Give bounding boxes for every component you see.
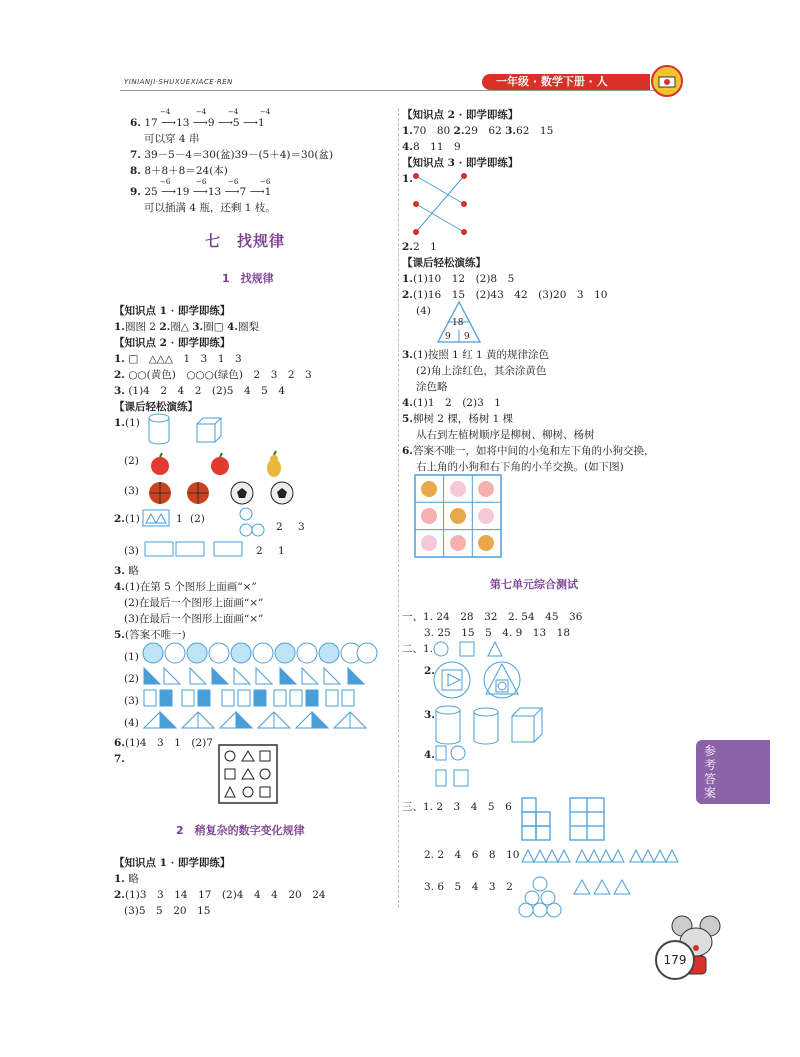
question-number: 3. — [505, 125, 517, 137]
answer-value: 1 — [278, 545, 285, 557]
k2-answer-1 — [114, 352, 242, 366]
header-rule — [120, 90, 676, 91]
page-number: 179 — [655, 940, 695, 980]
part-label: (2) — [190, 513, 205, 525]
r-practice-5 — [402, 412, 513, 426]
brand-logo-icon — [650, 64, 684, 98]
r-practice-2 — [402, 288, 607, 302]
r-practice-4 — [402, 396, 501, 410]
question-number: 2. — [159, 321, 171, 333]
part-label: (2) — [124, 673, 139, 685]
answer-text: 略 — [128, 873, 139, 885]
answer-value: 2 — [276, 521, 283, 533]
header-grade-badge: 一年级 · 数学下册 · 人 — [482, 74, 650, 90]
question-number: 4. — [402, 397, 413, 409]
answer-text: (3)在最后一个图形上面画“×” — [124, 613, 264, 625]
split-triangle-row — [142, 710, 378, 730]
part-label: (4) — [416, 305, 431, 317]
knowledge-heading: 【知识点 3 · 即学即练】 — [402, 157, 519, 169]
question-number: 4. — [226, 321, 238, 333]
arrow-label: −6 — [260, 178, 271, 186]
answer-6 — [130, 116, 265, 130]
triangle-box-figure — [142, 509, 170, 527]
answer-value: 1 — [176, 513, 183, 525]
r-k3-answer-2 — [402, 240, 437, 254]
solid-shapes-figure — [432, 704, 544, 746]
answer-7 — [130, 148, 333, 162]
arrow-label: −4 — [196, 108, 207, 116]
practice-heading: 【课后轻松演练】 — [114, 401, 198, 413]
answer-text: 圈△ — [170, 321, 189, 333]
answer-key-side-tab — [696, 740, 770, 804]
answer-value: 3 — [298, 521, 305, 533]
answer-text: 圈梨 — [237, 321, 259, 333]
part-label: (3) — [124, 545, 139, 557]
part-label: (3) — [124, 695, 139, 707]
answer-text: (1)1 2 (2)3 1 — [412, 397, 501, 409]
part-label: (3) — [124, 485, 139, 497]
r-practice-1 — [402, 272, 514, 286]
question-number: 5. — [114, 629, 125, 641]
test-part-3-line2: 2. 2 4 6 8 10 — [424, 849, 520, 861]
r-k2-line1 — [402, 124, 553, 138]
question-number: 4. — [424, 749, 435, 761]
nested-shapes-figure — [432, 660, 528, 700]
practice-2 — [114, 512, 140, 526]
question-number: 3. — [192, 321, 204, 333]
question-number: 1. — [402, 273, 413, 285]
answer-text: (2)在最后一个图形上面画“×” — [124, 597, 264, 609]
answer-value: 2 — [256, 545, 263, 557]
rectangle-pattern-row — [142, 688, 378, 708]
arrow-label: −4 — [228, 108, 239, 116]
k2-answer-3 — [114, 384, 285, 398]
k2-answer-2 — [114, 368, 312, 382]
question-number: 1. — [114, 353, 125, 365]
question-number: 3. — [114, 565, 125, 577]
rectangles-figure — [144, 541, 244, 559]
arrow-label: −6 — [196, 178, 207, 186]
practice-6 — [114, 736, 213, 750]
arrow-label: −6 — [228, 178, 239, 186]
answer-text: 略 — [128, 565, 139, 577]
triangle-groups-figure — [520, 846, 690, 866]
knowledge-heading: 【知识点 1 · 即学即练】 — [114, 857, 231, 869]
answer-text: (1)在第 5 个图形上面画“×” — [124, 581, 257, 593]
practice-4 — [114, 580, 257, 594]
answer-text: (1)按照 1 红 1 黄的规律涂色 — [412, 349, 550, 361]
s2-answer-2 — [114, 888, 326, 902]
face-shapes-figure — [434, 744, 474, 790]
answer-text: 8 11 9 — [412, 141, 461, 153]
answer-text: 2 1 — [412, 241, 437, 253]
column-divider — [398, 108, 399, 908]
answer-text: ○○(黄色) ○○○(绿色) 2 3 2 3 — [128, 369, 312, 381]
answer-text: 39－5－4＝30(盆)39－(5＋4)＝30(盆) — [144, 149, 334, 161]
answer-text: (1)4 2 4 2 (2)5 4 5 4 — [128, 385, 286, 397]
answer-text: (答案不唯一) — [124, 629, 186, 641]
arrow-label: −4 — [160, 108, 171, 116]
part-label: (1) — [124, 513, 140, 525]
answer-text: (1)4 3 1 (2)7 — [124, 737, 213, 749]
answer-9 — [130, 185, 271, 199]
s2-answer-1 — [114, 872, 139, 886]
part-label: (2) — [124, 455, 139, 467]
answer-text: 29 62 — [464, 125, 502, 137]
question-number: 3. — [114, 385, 125, 397]
test-title: 第七单元综合测试 — [490, 578, 578, 591]
part-label: (1) — [124, 651, 139, 663]
answer-6-note: 可以穿 4 串 — [144, 133, 200, 145]
answer-text: 8＋8＋8＝24(本) — [144, 165, 228, 177]
practice-5 — [114, 628, 186, 642]
circle-group-figure — [208, 506, 268, 538]
section-title: 2 稍复杂的数字变化规律 — [176, 824, 305, 837]
shape-grid-figure — [218, 744, 278, 804]
answer-text: (3)5 5 20 15 — [124, 905, 211, 917]
answer-text: (2)角上涂红色，其余涂黄色 — [416, 365, 547, 377]
arrow-label: −4 — [260, 108, 271, 116]
answer-text: 圈图 2 — [124, 321, 156, 333]
question-number: 3. — [402, 349, 413, 361]
knowledge-heading: 【知识点 2 · 即学即练】 — [114, 337, 231, 349]
practice-3 — [114, 564, 139, 578]
answer-text: 从右到左植树顺序是柳树、柳树、杨树 — [416, 429, 595, 441]
question-number: 5. — [402, 413, 413, 425]
practice-7: 7. — [114, 753, 125, 765]
question-number: 1. — [114, 321, 125, 333]
part-label: (1) — [124, 417, 140, 429]
question-number: 4. — [402, 141, 413, 153]
answer-8 — [130, 164, 228, 178]
chapter-title: 七 找规律 — [205, 232, 286, 250]
question-number: 2. — [114, 369, 125, 381]
question-number: 8. — [130, 165, 141, 177]
part-label: (4) — [124, 717, 139, 729]
question-number: 2. — [114, 889, 125, 901]
answer-text: 柳树 2 棵，杨树 1 棵 — [412, 413, 514, 425]
question-number: 1. — [114, 873, 125, 885]
question-number: 7. — [130, 149, 141, 161]
question-number: 3. — [424, 709, 435, 721]
question-number: 6. — [402, 445, 413, 457]
triangle-top-value: 18 — [452, 318, 464, 328]
question-number: 2. — [453, 125, 465, 137]
question-number: 2. — [402, 289, 413, 301]
test-part-3-line3: 3. 6 5 4 3 2 — [424, 881, 513, 893]
r-practice-6 — [402, 444, 654, 458]
knowledge-heading: 【知识点 1 · 即学即练】 — [114, 305, 231, 317]
square-stack-figure — [520, 796, 612, 846]
section-title: 1 找规律 — [222, 272, 274, 285]
question-number: 2. — [402, 241, 413, 253]
question-number: 1. — [114, 417, 125, 429]
question-number: 6. — [114, 737, 125, 749]
question-number: 1. — [402, 173, 413, 185]
triangle-pattern-row — [142, 666, 378, 686]
answer-text: 右上角的小狗和右下角的小羊交换。(如下图) — [416, 461, 624, 473]
triangle-left-value: 9 — [445, 332, 451, 342]
question-number: 9. — [130, 186, 141, 198]
practice-1 — [114, 416, 140, 430]
question-number: 4. — [114, 581, 125, 593]
practice-heading: 【课后轻松演练】 — [402, 257, 486, 269]
answer-text: 涂色略 — [416, 381, 448, 393]
test-part-2-label: 二、1. — [402, 643, 434, 655]
animal-grid-figure — [414, 474, 502, 558]
test-part-3-line1: 三、1. 2 3 4 5 6 — [402, 801, 512, 813]
question-number: 2. — [424, 665, 435, 677]
circle-pattern-row — [142, 642, 378, 664]
r-practice-3 — [402, 348, 549, 362]
circle-triangle-figure — [518, 876, 668, 918]
question-number: 2. — [114, 513, 125, 525]
answer-text: 17 ⟶13 ⟶9 ⟶5 ⟶1 — [144, 117, 265, 129]
answer-text: 70 80 — [412, 125, 451, 137]
test-part-1-line2: 3. 25 15 5 4. 9 13 18 — [424, 627, 571, 639]
k1-answers — [114, 320, 259, 334]
knowledge-heading: 【知识点 2 · 即学即练】 — [402, 109, 519, 121]
cylinder-cube-figure — [145, 412, 235, 448]
answer-text: 62 15 — [516, 125, 554, 137]
ball-figure — [148, 480, 298, 506]
answer-text: □ △△△ 1 3 1 3 — [128, 353, 242, 365]
header-series-code: YINIANJI·SHUXUEXIACE·REN — [124, 78, 233, 86]
answer-text: (1)16 15 (2)43 42 (3)20 3 10 — [412, 289, 608, 301]
arrow-label: −6 — [160, 178, 171, 186]
triangle-right-value: 9 — [464, 332, 470, 342]
side-tab-label: 参考答案 — [704, 744, 717, 800]
question-number: 1. — [402, 125, 413, 137]
answer-text: 圈□ — [203, 321, 224, 333]
answer-text: 25 ⟶19 ⟶13 ⟶7 ⟶1 — [144, 186, 272, 198]
shapes-row-figure — [432, 640, 512, 658]
test-part-1-line1: 一、1. 24 28 32 2. 54 45 36 — [402, 611, 583, 623]
answer-text: (1)3 3 14 17 (2)4 4 4 20 24 — [124, 889, 326, 901]
fruit-figure — [148, 450, 298, 478]
answer-9-note: 可以插满 4 瓶，还剩 1 枝。 — [144, 202, 276, 214]
question-number: 6. — [130, 117, 141, 129]
r-k2-line2 — [402, 140, 461, 154]
answer-text: (1)10 12 (2)8 5 — [412, 273, 515, 285]
answer-text: 答案不唯一，如将中间的小兔和左下角的小狗交换， — [412, 445, 655, 457]
matching-lines-figure — [410, 170, 470, 238]
